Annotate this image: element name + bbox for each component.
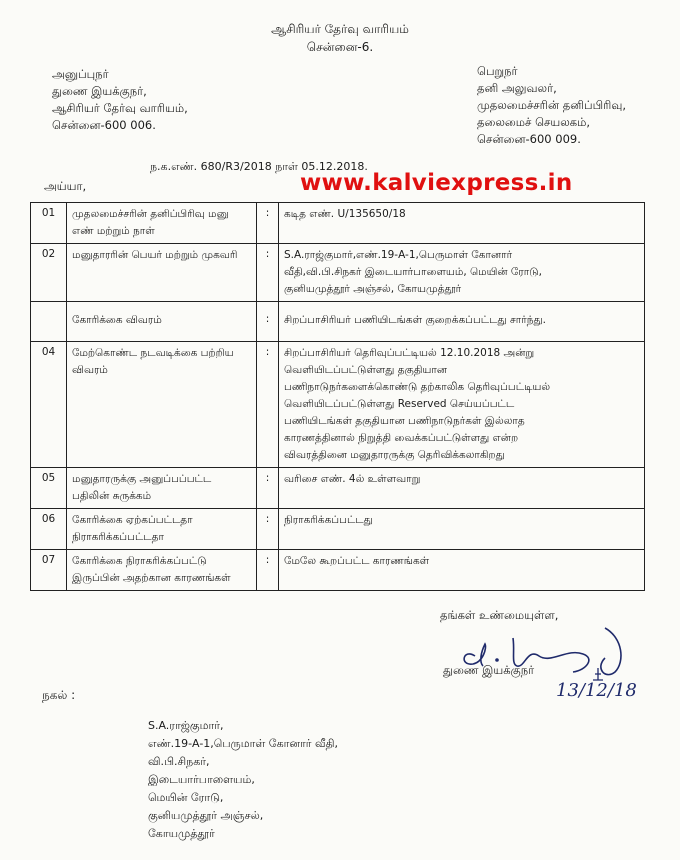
closing-text: தங்கள் உண்மையுள்ள, <box>440 608 559 622</box>
copy-address-line: வி.பி.சிநகர், <box>148 755 210 768</box>
row-subject-line: பதிலின் சுருக்கம் <box>72 490 152 502</box>
copy-address-line: இடையார்பாளையம், <box>148 773 255 786</box>
sender-line: துணை இயக்குநர், <box>52 84 147 98</box>
row-value-line: வெளியிடப்பட்டுள்ளது Reserved செய்யப்பட்ட <box>284 398 515 410</box>
row-value-line: கடித எண். U/135650/18 <box>284 208 406 220</box>
row-subject <box>67 203 257 244</box>
row-value-line: S.A.ராஜ்குமார்,எண்.19-A-1,பெருமாள் கோனார் <box>284 249 513 261</box>
recipient-line: தனி அலுவலர், <box>477 81 557 95</box>
row-value-line: வீதி,வி.பி.சிநகர் இடையார்பாளையம், மெயின் ரோடு, <box>284 266 542 278</box>
row-subject-line: கோரிக்கை ஏற்கப்பட்டதா <box>72 514 193 526</box>
row-colon: : <box>257 342 279 468</box>
sender-line: சென்னை-600 006. <box>52 118 156 132</box>
row-number: 01 <box>31 203 67 244</box>
row-colon: : <box>257 302 279 342</box>
copy-address-line: கோயமுத்தூர் <box>148 827 215 840</box>
row-subject-line: கோரிக்கை விவரம் <box>72 314 162 326</box>
row-subject-line: விவரம் <box>72 364 108 376</box>
row-value <box>279 550 645 591</box>
row-number: 02 <box>31 244 67 302</box>
row-value-line: குனியமுத்தூர் அஞ்சல், கோயமுத்தூர் <box>284 283 462 295</box>
table-row <box>31 203 645 244</box>
row-value-line: சிறப்பாசிரியர் பணியிடங்கள் குறைக்கப்பட்டது சார்ந்து. <box>284 314 546 326</box>
row-subject-line: இருப்பின் அதற்கான காரணங்கள் <box>72 572 231 584</box>
row-subject-line: கோரிக்கை நிராகரிக்கப்பட்டு <box>72 555 207 567</box>
row-number: 06 <box>31 509 67 550</box>
row-value-line: மேலே கூறப்பட்ட காரணங்கள் <box>284 555 430 567</box>
office-city: சென்னை-6. <box>306 40 374 54</box>
copy-address-line: எண்.19-A-1,பெருமாள் கோனார் வீதி, <box>148 737 339 750</box>
row-number: 07 <box>31 550 67 591</box>
table-row <box>31 244 645 302</box>
row-subject <box>67 302 257 342</box>
copy-label: நகல் : <box>42 688 76 702</box>
row-value <box>279 509 645 550</box>
copy-address <box>148 717 338 843</box>
row-colon: : <box>257 203 279 244</box>
salutation: அய்யா, <box>44 179 87 193</box>
row-value-line: நிராகரிக்கப்பட்டது <box>284 514 373 526</box>
row-subject <box>67 342 257 468</box>
row-value <box>279 468 645 509</box>
designation-text: துணை இயக்குநர் <box>443 663 535 677</box>
row-number: 05 <box>31 468 67 509</box>
recipient-line: சென்னை-600 009. <box>477 132 581 146</box>
row-subject-line: எண் மற்றும் நாள் <box>72 225 155 237</box>
table-row <box>31 302 645 342</box>
row-subject-line: முதலமைச்சரின் தனிப்பிரிவு மனு <box>72 208 229 220</box>
row-subject-line: மனுதாரருக்கு அனுப்பப்பட்ட <box>72 473 212 485</box>
row-colon: : <box>257 550 279 591</box>
recipient-block <box>477 63 626 148</box>
sender-block <box>52 66 188 134</box>
row-value-line: சிறப்பாசிரியர் தெரிவுப்பட்டியல் 12.10.2018 அன்று <box>284 347 535 359</box>
table-row <box>31 468 645 509</box>
row-value <box>279 342 645 468</box>
row-value <box>279 203 645 244</box>
copy-address-line: குனியமுத்தூர் அஞ்சல், <box>148 809 264 822</box>
row-value-line: பணிநாடுநர்களைக்கொண்டு தற்காலிக தெரிவுப்பட்டியல் <box>284 381 551 393</box>
row-subject-line: மேற்கொண்ட நடவடிக்கை பற்றிய <box>72 347 234 359</box>
row-colon: : <box>257 509 279 550</box>
row-number <box>31 302 67 342</box>
copy-address-line: S.A.ராஜ்குமார், <box>148 719 224 732</box>
copy-address-line: மெயின் ரோடு, <box>148 791 224 804</box>
office-name: ஆசிரியர் தேர்வு வாரியம் <box>271 22 409 36</box>
row-colon: : <box>257 468 279 509</box>
reference-number: ந.க.எண். 680/R3/2018 நாள் 05.12.2018. <box>150 160 368 173</box>
row-value <box>279 302 645 342</box>
row-colon: : <box>257 244 279 302</box>
row-value-line: வரிசை எண். 4ல் உள்ளவாறு <box>284 473 421 485</box>
table-row <box>31 509 645 550</box>
sender-label: அனுப்புநர் <box>52 67 109 81</box>
sender-line: ஆசிரியர் தேர்வு வாரியம், <box>52 101 188 115</box>
row-subject <box>67 468 257 509</box>
row-subject <box>67 244 257 302</box>
details-table <box>30 202 645 591</box>
recipient-label: பெறுநர் <box>477 64 518 78</box>
row-value-line: வெளியிடப்பட்டுள்ளது தகுதியான <box>284 364 448 376</box>
recipient-line: தலைமைச் செயலகம், <box>477 115 591 129</box>
signature-date: 13/12/18 <box>556 680 637 701</box>
row-value-line: விவரத்தினை மனுதாரருக்கு தெரிவிக்கலாகிறது <box>284 449 505 461</box>
row-subject-line: மனுதாரரின் பெயர் மற்றும் முகவரி <box>72 249 238 261</box>
table-row <box>31 550 645 591</box>
table-row <box>31 342 645 468</box>
row-value <box>279 244 645 302</box>
row-value-line: காரணத்தினால் நிறுத்தி வைக்கப்பட்டுள்ளது என்ற <box>284 432 519 444</box>
row-number: 04 <box>31 342 67 468</box>
recipient-line: முதலமைச்சரின் தனிப்பிரிவு, <box>477 98 626 112</box>
watermark-text: www.kalviexpress.in <box>300 170 573 196</box>
row-subject <box>67 509 257 550</box>
row-value-line: பணியிடங்கள் தகுதியான பணிநாடுநர்கள் இல்லாத <box>284 415 525 427</box>
row-subject-line: நிராகரிக்கப்பட்டதா <box>72 531 164 543</box>
row-subject <box>67 550 257 591</box>
